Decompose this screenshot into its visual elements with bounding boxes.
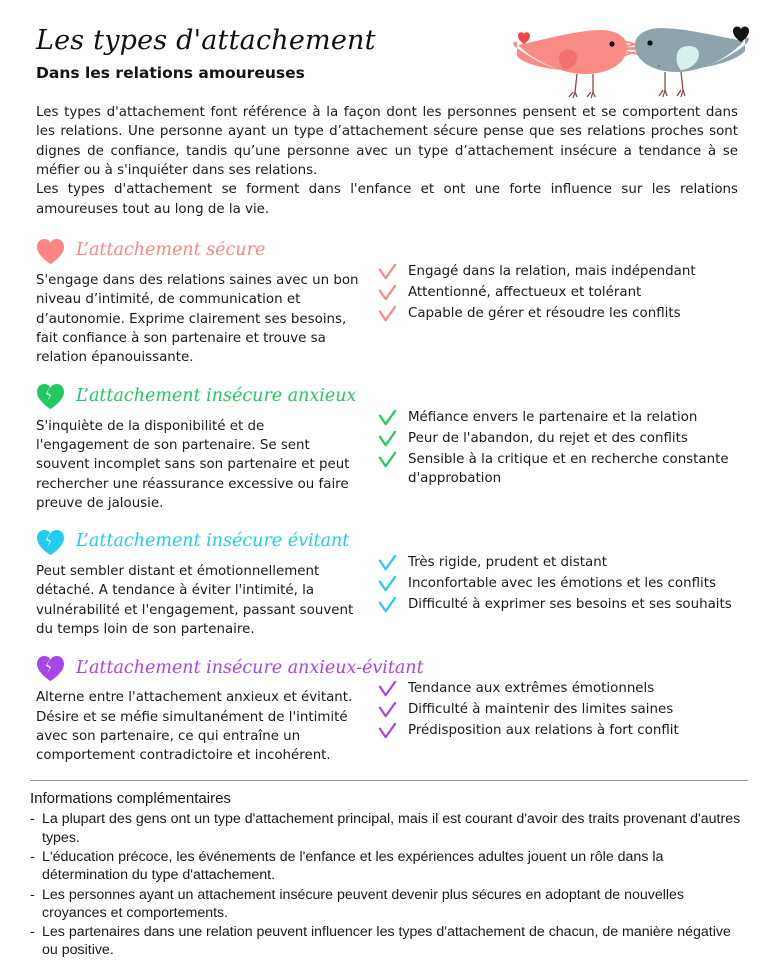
check-icon — [378, 596, 397, 615]
heart-broken-icon — [36, 383, 65, 410]
footer-item — [30, 886, 746, 923]
section-header — [36, 527, 360, 557]
check-icon — [378, 284, 397, 303]
check-icon — [378, 263, 397, 282]
trait-item — [378, 262, 746, 282]
trait-label: Peur de l'abandon, du rejet et des conflits — [408, 430, 688, 446]
section-traits-column — [372, 653, 746, 742]
trait-label: Tendance aux extrêmes émotionnels — [408, 681, 655, 697]
section-header — [36, 653, 424, 683]
trait-label: Prédisposition aux relations à fort conflit — [408, 723, 679, 739]
footer-item-text: La plupart des gens ont un type d'attachement principal, mais il est courant d'avoir des traits provenant d'autres types. — [42, 811, 741, 846]
trait-item — [378, 574, 746, 594]
section-insecure-avoidant — [0, 527, 768, 639]
header — [0, 0, 768, 92]
footer-item-list — [30, 810, 746, 960]
footer-item-text: L'éducation précoce, les événements de l'enfance et les expériences adultes jouent un rôle dans la détermination du type d'attachement. — [42, 848, 664, 884]
heart-tail-pink — [518, 32, 530, 44]
section-title: L’attachement insécure anxieux-évitant — [76, 657, 424, 678]
section-description: Peut sembler distant et émotionnellement détaché. A tendance à éviter l'intimité, la vulnérabilité et l'engagement, passant souvent du temps loin de son partenaire. — [36, 564, 354, 638]
check-icon — [378, 722, 397, 741]
bird-pink-eye — [609, 41, 614, 46]
bird-gray-eye — [647, 40, 652, 45]
trait-item — [378, 553, 746, 573]
footer-item-text: Les partenaires dans une relation peuvent influencer les types d'attachement de chacun, de manière négative ou positive. — [42, 924, 731, 959]
footer-divider — [30, 780, 748, 781]
check-icon — [378, 575, 397, 594]
footer-item-dash: - — [30, 886, 35, 903]
trait-label: Difficulté à exprimer ses besoins et ses souhaits — [408, 597, 732, 613]
trait-label: Attentionné, affectueux et tolérant — [408, 285, 642, 301]
page-title: Les types d'attachement — [36, 25, 376, 56]
section-secure — [0, 236, 768, 367]
section-traits-column — [372, 236, 746, 325]
footer-item-dash: - — [30, 848, 35, 865]
footer-title: Informations complémentaires — [30, 789, 231, 807]
trait-item — [378, 429, 746, 449]
intro-paragraph-1: Les types d'attachement font référence à la façon dont les personnes pensent et se comportent dans les relations. Une personne ayant un type d’attachement sécure pense que ses relations proches sont dignes de confiance, tandis qu’une personne avec un type d’attachement insécure a tendance à se méfier ou à s'inquiéter dans ses relations. — [36, 105, 738, 179]
heart-whole-icon — [36, 238, 65, 265]
trait-item — [378, 721, 746, 741]
bird-gray — [617, 27, 749, 97]
section-description: S'engage dans des relations saines avec un bon niveau d’intimité, de communication et d’autonomie. Exprime clairement ses besoins, fait confiance à son partenaire et trouve sa relation épanouissante. — [36, 273, 359, 366]
section-description-column — [36, 653, 424, 765]
section-title: L’attachement insécure anxieux — [76, 385, 357, 406]
trait-item — [378, 408, 746, 428]
heart-broken-icon — [36, 655, 65, 682]
heart-broken-icon — [36, 529, 65, 556]
section-traits-column — [372, 382, 746, 490]
trait-item — [378, 700, 746, 720]
trait-label: Difficulté à maintenir des limites saines — [408, 702, 674, 718]
bird-pink — [513, 30, 643, 98]
footer-item-dash: - — [30, 924, 35, 941]
trait-label: Sensible à la critique et en recherche constante d'approbation — [408, 451, 729, 486]
trait-item — [378, 595, 746, 615]
trait-label: Très rigide, prudent et distant — [408, 555, 607, 571]
check-icon — [378, 701, 397, 720]
section-description: Alterne entre l'attachement anxieux et évitant. Désire et se méfie simultanément de l'intimité avec son partenaire, ce qui entraîne un comportement contradictoire et incohérent. — [36, 690, 353, 764]
footer-item-text: Les personnes ayant un attachement insécure peuvent devenir plus sécures en adoptant de nouvelles croyances et comportements. — [42, 886, 685, 921]
section-insecure-anxious-avoidant — [0, 653, 768, 765]
trait-label: Inconfortable avec les émotions et les conflits — [408, 576, 716, 592]
trait-item — [378, 450, 746, 489]
check-icon — [378, 305, 397, 324]
section-description-column — [36, 527, 372, 639]
intro-paragraphs — [36, 103, 738, 219]
two-love-birds-illustration — [509, 18, 754, 104]
attachment-sections — [0, 236, 768, 765]
section-description-column — [36, 382, 372, 513]
trait-item — [378, 679, 746, 699]
section-header — [36, 382, 360, 412]
trait-item — [378, 304, 746, 324]
check-icon — [378, 554, 397, 573]
section-description-column — [36, 236, 372, 367]
trait-label: Engagé dans la relation, mais indépendant — [408, 264, 696, 280]
intro-paragraph-2: Les types d'attachement se forment dans l'enfance et ont une forte influence sur les relations amoureuses tout au long de la vie. — [36, 182, 738, 217]
footer-item — [30, 923, 746, 960]
trait-label: Capable de gérer et résoudre les conflits — [408, 306, 681, 322]
check-icon — [378, 451, 397, 470]
section-insecure-anxious — [0, 382, 768, 513]
footer-item — [30, 848, 746, 885]
trait-label: Méfiance envers le partenaire et la relation — [408, 409, 698, 425]
section-traits-column — [372, 527, 746, 616]
additional-information — [30, 790, 746, 960]
footer-item — [30, 810, 746, 847]
trait-item — [378, 283, 746, 303]
check-icon — [378, 680, 397, 699]
footer-item-dash: - — [30, 811, 35, 828]
section-title: L’attachement insécure évitant — [76, 531, 350, 552]
section-description: S'inquiète de la disponibilité et de l'engagement de son partenaire. Se sent souvent incomplet sans son partenaire et peut rechercher une réassurance excessive ou faire preuve de jalousie. — [36, 418, 350, 511]
section-header — [36, 236, 360, 266]
check-icon — [378, 409, 397, 428]
section-title: L’attachement sécure — [76, 240, 266, 261]
page-subtitle: Dans les relations amoureuses — [36, 63, 305, 82]
check-icon — [378, 430, 397, 449]
